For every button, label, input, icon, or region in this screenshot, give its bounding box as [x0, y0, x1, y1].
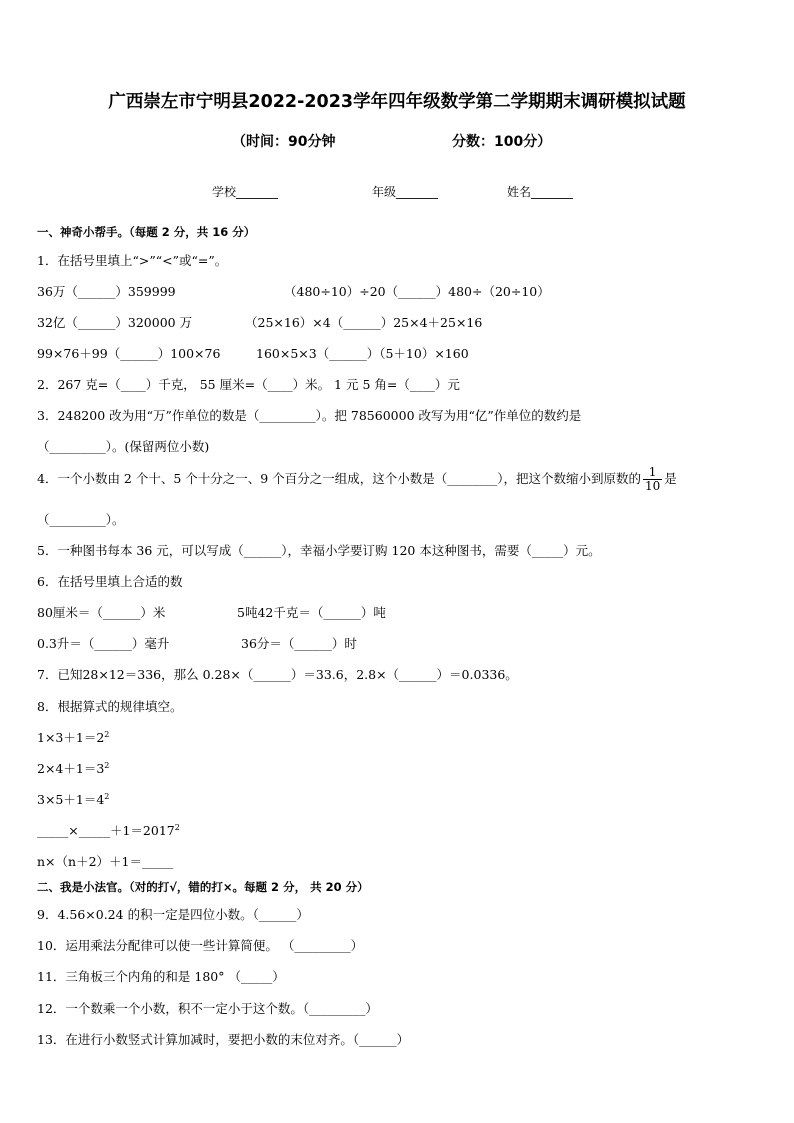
equation-text: 3×5＋1＝4: [37, 792, 105, 807]
q1-row3-right: 160×5×3（______）（5＋10）×160: [256, 346, 469, 361]
q4-line1: [37, 466, 677, 493]
q6-stem: 6．在括号里填上合适的数: [37, 574, 183, 589]
equation-text: _____×_____＋1＝2017: [37, 823, 175, 838]
grade-field: 年级_______: [372, 185, 439, 199]
q3-line1: 3．248200 改为用“万”作单位的数是（_________）。把 78560000 改写为用“亿”作单位的数约是: [37, 408, 582, 423]
q8-stem: 8．根据算式的规律填空。: [37, 699, 183, 714]
q7: 7．已知28×12＝336，那么 0.28×（______）＝33.6，2.8×（______）＝0.0336。: [37, 667, 518, 682]
q13: 13．在进行小数竖式计算加减时，要把小数的末位对齐。（______）: [37, 1032, 410, 1047]
exponent: 2: [104, 791, 110, 801]
equation-text: 1×3＋1＝2: [37, 730, 105, 745]
equation-text: 2×4＋1＝3: [37, 761, 105, 776]
q6-row1-right: 5吨42千克＝（______）吨: [237, 605, 386, 620]
q8-equation-4: [37, 821, 180, 839]
q4-line2: （_________）。: [37, 512, 125, 527]
q4-text: 4．一个小数由 2 个十、5 个十分之一、9 个百分之一组成，这个小数是（________），把这个数缩小到原数的: [37, 471, 641, 486]
q1-row3-left: 99×76＋99（______）100×76: [37, 346, 221, 361]
q3-line2: （_________）。(保留两位小数): [37, 439, 210, 454]
exam-title: 广西崇左市宁明县2022-2023学年四年级数学第二学期期末调研模拟试题: [108, 92, 686, 112]
fraction-denominator: 10: [644, 479, 661, 493]
section2-heading: 二、我是小法官。（对的打√，错的打×。每题 2 分， 共 20 分）: [37, 880, 369, 894]
q5: 5．一种图书每本 36 元，可以写成（______），幸福小学要订购 120 本这种图书，需要（_____）元。: [37, 543, 601, 558]
q8-equation-5: n×（n＋2）＋1＝_____: [37, 854, 174, 869]
q12: 12．一个数乘一个小数，积不一定小于这个数。（_________）: [37, 1001, 378, 1016]
fraction-numerator: 1: [643, 466, 662, 480]
q8-equation-3: [37, 790, 109, 808]
q10: 10．运用乘法分配律可以使一些计算简便。 （_________）: [37, 938, 364, 953]
q6-row2-left: 0.3升＝（______）毫升: [37, 636, 170, 651]
exponent: 2: [104, 729, 110, 739]
q11: 11．三角板三个内角的和是 180° （_____）: [37, 969, 285, 984]
q9: 9．4.56×0.24 的积一定是四位小数。（______）: [37, 907, 309, 922]
q1-stem: 1．在括号里填上“>”“<”或“=”。: [37, 253, 228, 268]
exam-score: 分数：100分）: [452, 134, 552, 150]
one-tenth-fraction: [643, 466, 662, 493]
q1-row2-right: （25×16）×4（______）25×4＋25×16: [245, 315, 483, 330]
exponent: 2: [104, 760, 110, 770]
q2: 2．267 克=（____）千克， 55 厘米=（____）米。 1 元 5 角=（____）元: [37, 377, 460, 392]
q1-row2-left: 32亿（______）320000 万: [37, 315, 193, 330]
q8-equation-1: [37, 728, 109, 746]
school-field: 学校_______: [212, 185, 279, 199]
q1-row1-right: （480÷10）÷20（______）480÷（20÷10）: [284, 284, 550, 299]
q1-row1-left: 36万（______）359999: [37, 284, 176, 299]
section1-heading: 一、神奇小帮手。（每题 2 分，共 16 分）: [37, 225, 256, 239]
q4-text-end: 是: [664, 471, 677, 486]
name-field: 姓名_______: [507, 185, 574, 199]
q6-row1-left: 80厘米＝（______）米: [37, 605, 166, 620]
q6-row2-right: 36分＝（______）时: [241, 636, 357, 651]
q8-equation-2: [37, 759, 109, 777]
exam-time: （时间：90分钟: [232, 134, 336, 150]
exponent: 2: [174, 822, 180, 832]
